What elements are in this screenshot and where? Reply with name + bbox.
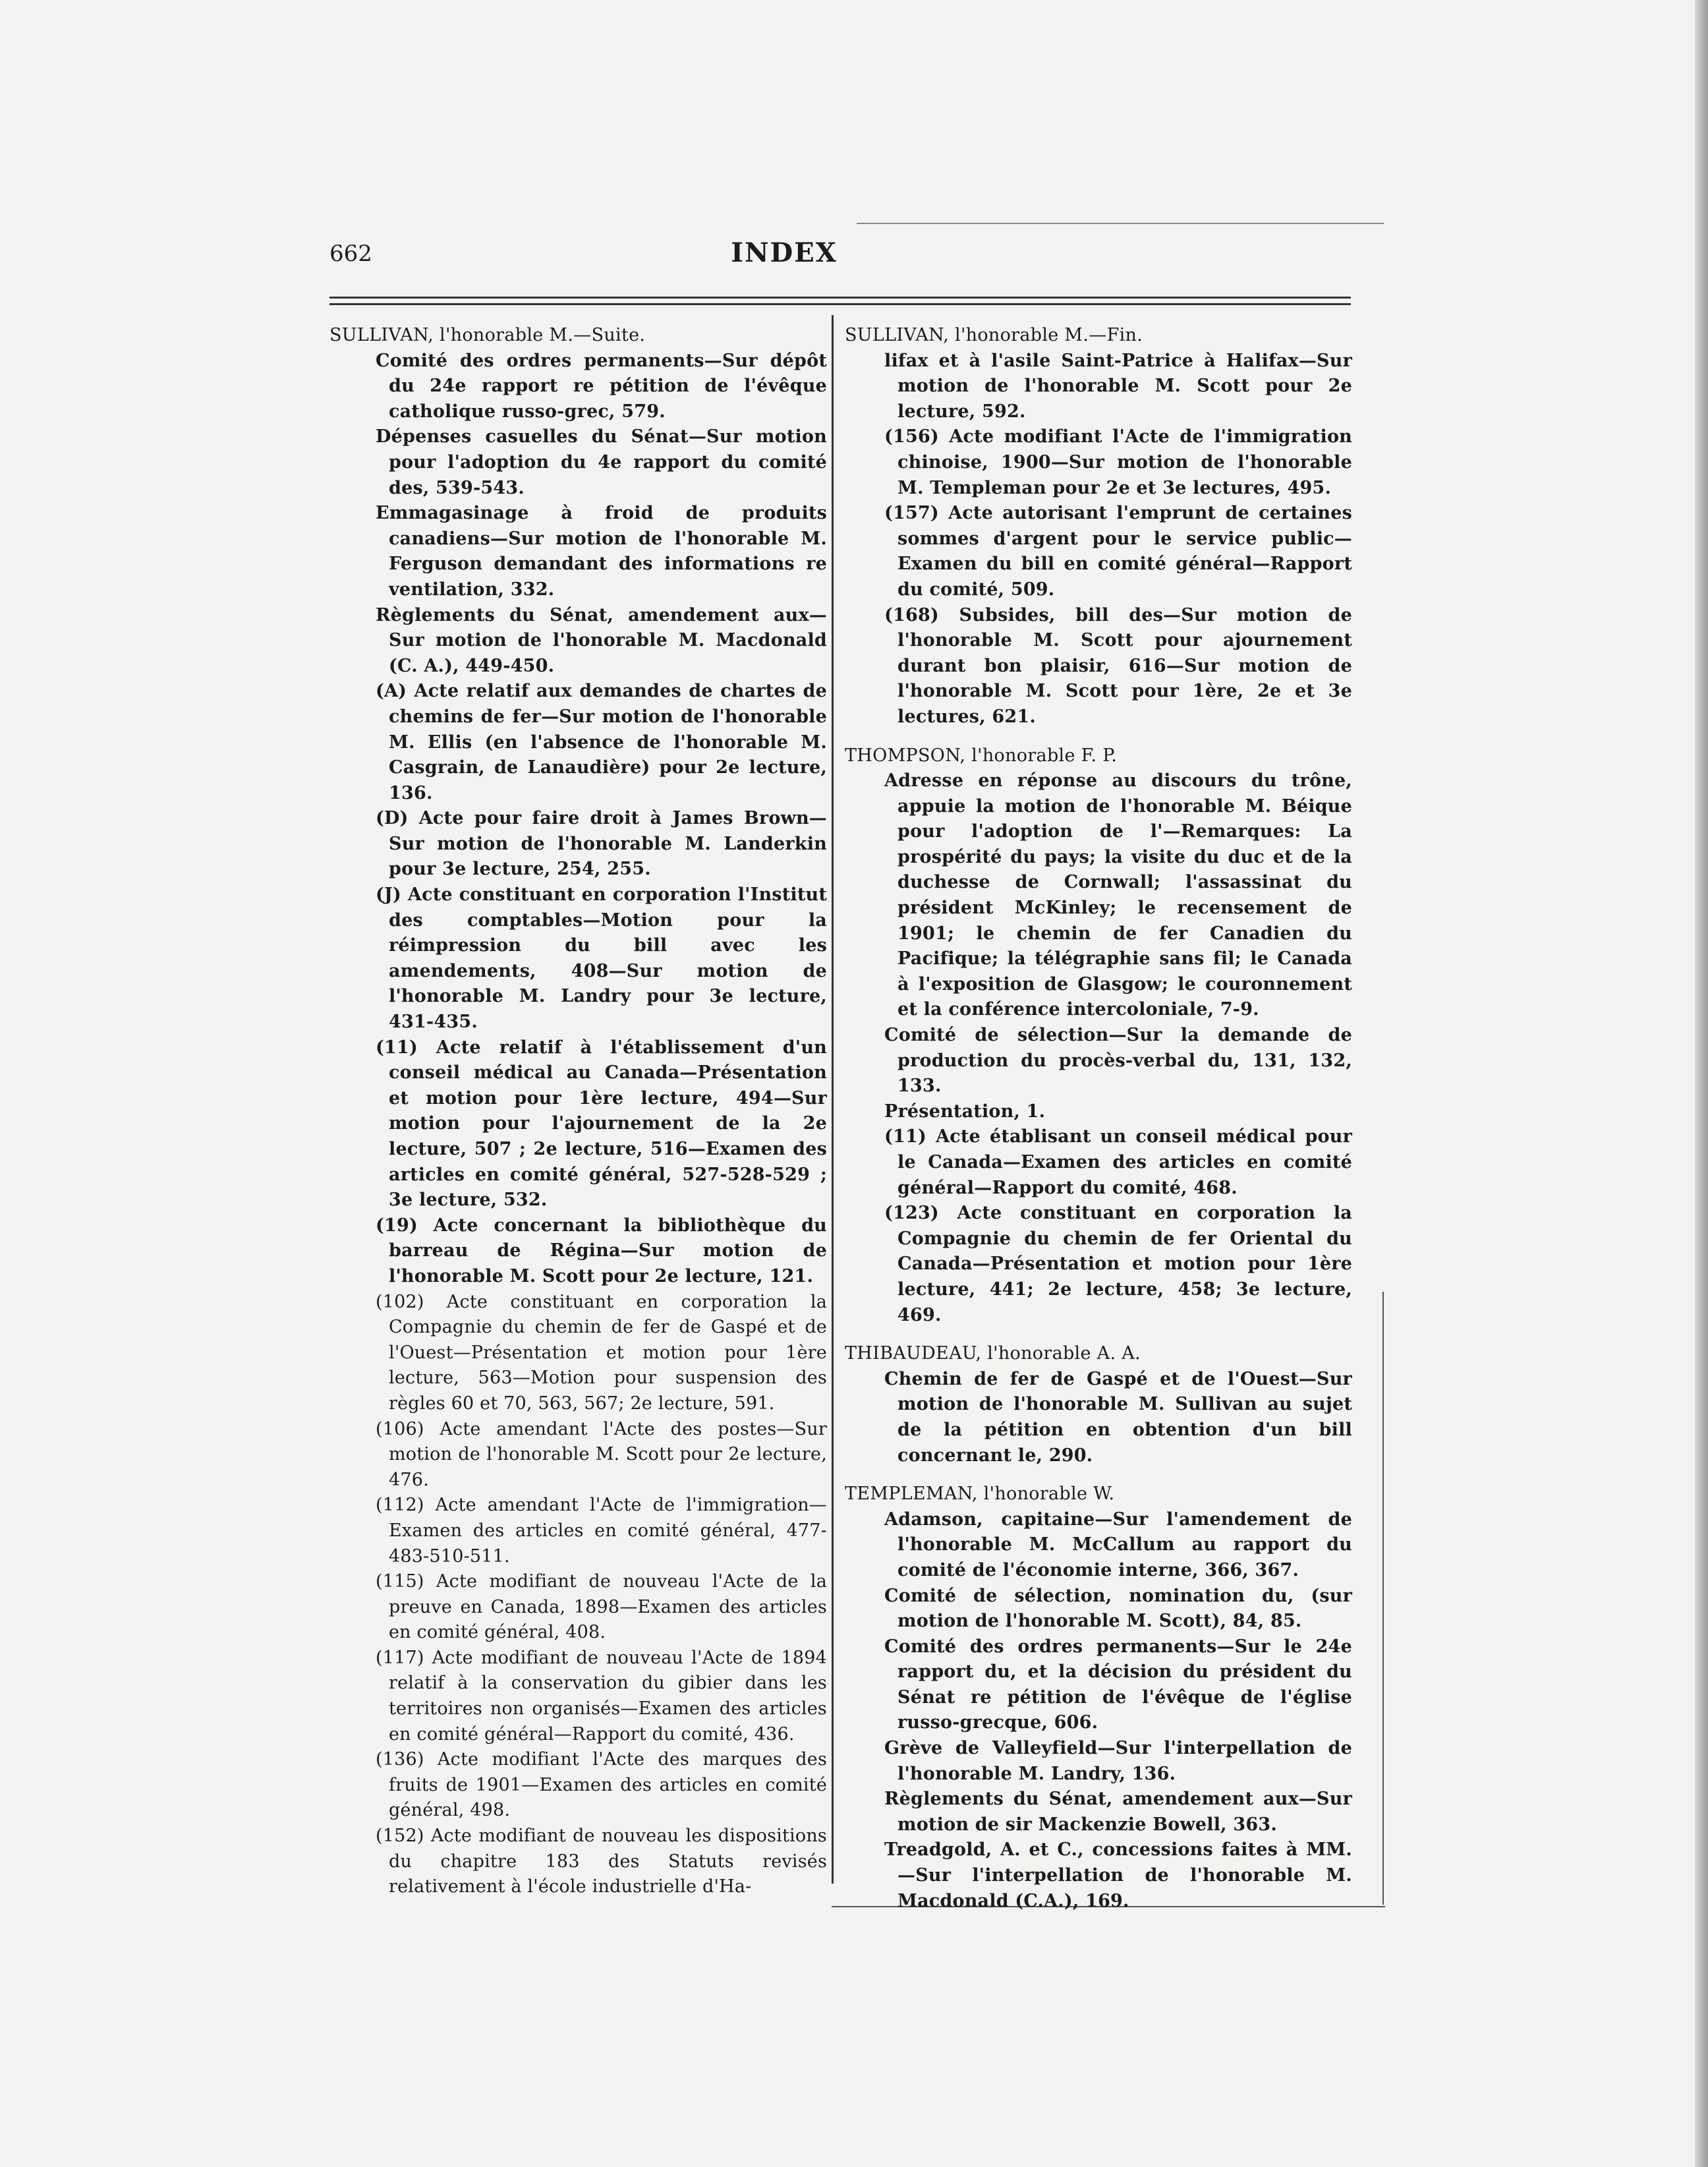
- index-entry-continuation: lifax et à l'asile Saint-Patrice à Halifax—Sur motion de l'honorable M. Scott pour 2e lecture, 592.: [884, 350, 1352, 422]
- index-entry: Emmagasinage à froid de produits canadiens—Sur motion de l'honorable M. Ferguson demandant des informations re ventilation, 332.: [376, 503, 827, 600]
- page-title: INDEX: [731, 237, 838, 268]
- index-entry: (102) Acte constituant en corporation la Compagnie du chemin de fer de Gaspé et de l'Ouest—Présentation et motion pour 1ère lecture, 563—Motion pour suspension des règles 60 et 70, 563, 567; 2e lecture, 591.: [376, 1291, 827, 1414]
- top-rule: [857, 223, 1384, 224]
- index-entry: Comité de sélection—Sur la demande de production du procès-verbal du, 131, 132, 133.: [884, 1025, 1352, 1097]
- index-heading-thibaudeau: THIBAUDEAU, l'honorable A. A.: [845, 1343, 1141, 1364]
- right-column: [845, 323, 1352, 1914]
- index-entry: Règlements du Sénat, amendement aux—Sur motion de sir Mackenzie Bowell, 363.: [884, 1789, 1352, 1835]
- index-entry: (11) Acte relatif à l'établissement d'un conseil médical au Canada—Présentation et motion pour 1ère lecture, 494—Sur motion pour l'ajournement de la 2e lecture, 507 ; 2e lecture, 516—Examen des articles en comité général, 527-528-529 ; 3e lecture, 532.: [376, 1037, 827, 1211]
- index-entry: Dépenses casuelles du Sénat—Sur motion pour l'adoption du 4e rapport du comité des, 539-543.: [376, 426, 827, 498]
- index-entry: (117) Acte modifiant de nouveau l'Acte de 1894 relatif à la conservation du gibier dans les territoires non organisés—Examen des articles en comité général—Rapport du comité, 436.: [376, 1647, 827, 1745]
- column-divider: [832, 315, 834, 1884]
- index-entry: (152) Acte modifiant de nouveau les dispositions du chapitre 183 des Statuts revisés relativement à l'école industrielle d'Ha-: [376, 1826, 827, 1897]
- index-entry: (19) Acte concernant la bibliothèque du barreau de Régina—Sur motion de l'honorable M. Scott pour 2e lecture, 121.: [376, 1215, 827, 1286]
- header-rule-top: [329, 297, 1351, 299]
- index-entry: (11) Acte établisant un conseil médical pour le Canada—Examen des articles en comité général—Rapport du comité, 468.: [884, 1126, 1352, 1198]
- index-entry: (115) Acte modifiant de nouveau l'Acte de la preuve en Canada, 1898—Examen des articles en comité général, 408.: [376, 1571, 827, 1643]
- index-entry: (157) Acte autorisant l'emprunt de certaines sommes d'argent pour le service public—Examen du bill en comité général—Rapport du comité, 509.: [884, 503, 1352, 600]
- index-entry: Chemin de fer de Gaspé et de l'Ouest—Sur motion de l'honorable M. Sullivan au sujet de la pétition en obtention d'un bill concernant le, 290.: [884, 1368, 1352, 1466]
- page-number: 662: [329, 241, 372, 267]
- header-rule-bottom: [329, 303, 1351, 305]
- index-heading-sullivan-suite: SULLIVAN, l'honorable M.—Suite.: [329, 325, 646, 345]
- left-column: [329, 323, 827, 1900]
- index-entry: (123) Acte constituant en corporation la Compagnie du chemin de fer Oriental du Canada—Présentation et motion pour 1ère lecture, 441; 2e lecture, 458; 3e lecture, 469.: [884, 1203, 1352, 1325]
- index-entry: Présentation, 1.: [884, 1101, 1046, 1122]
- index-heading-sullivan-fin: SULLIVAN, l'honorable M.—Fin.: [845, 325, 1143, 345]
- index-entry: Règlements du Sénat, amendement aux—Sur motion de l'honorable M. Macdonald (C. A.), 449-450.: [376, 604, 827, 676]
- index-entry: Grève de Valleyfield—Sur l'interpellation de l'honorable M. Landry, 136.: [884, 1738, 1352, 1784]
- index-entry: (136) Acte modifiant l'Acte des marques des fruits de 1901—Examen des articles en comité général, 498.: [376, 1749, 827, 1821]
- index-entry: Treadgold, A. et C., concessions faites à MM.—Sur l'interpellation de l'honorable M. Macdonald (C.A.), 169.: [884, 1839, 1352, 1911]
- index-entry: (A) Acte relatif aux demandes de chartes de chemins de fer—Sur motion de l'honorable M. Ellis (en l'absence de l'honorable M. Casgrain, de Lanaudière) pour 2e lecture, 136.: [376, 681, 827, 803]
- index-entry: Comité des ordres permanents—Sur dépôt du 24e rapport re pétition de l'évêque catholique russo-grec, 579.: [376, 350, 827, 422]
- index-heading-templeman: TEMPLEMAN, l'honorable W.: [845, 1484, 1115, 1505]
- scan-edge: [1695, 0, 1708, 2167]
- index-entry: Comité des ordres permanents—Sur le 24e rapport du, et la décision du président du Sénat re pétition de l'évêque de l'église russo-grecque, 606.: [884, 1636, 1352, 1733]
- index-entry: (168) Subsides, bill des—Sur motion de l'honorable M. Scott pour ajournement durant bon plaisir, 616—Sur motion de l'honorable M. Scott pour 1ère, 2e et 3e lectures, 621.: [884, 604, 1352, 727]
- index-heading-thompson: THOMPSON, l'honorable F. P.: [845, 745, 1118, 766]
- right-column-rule: [1382, 1292, 1384, 1905]
- index-entry: Adresse en réponse au discours du trône, appuie la motion de l'honorable M. Béique pour l'adoption de l'—Remarques: La prospérité du pays; la visite du duc et de la duchesse de Cornwall; l'assassinat du président McKinley; le recensement de 1901; le chemin de fer Canadien du Pacifique; la télégraphie sans fil; le Canada à l'exposition de Glasgow; le couronnement et la conférence intercoloniale, 7-9.: [884, 770, 1352, 1020]
- index-entry: (106) Acte amendant l'Acte des postes—Sur motion de l'honorable M. Scott pour 2e lecture, 476.: [376, 1418, 827, 1490]
- index-entry: (J) Acte constituant en corporation l'Institut des comptables—Motion pour la réimpression du bill avec les amendements, 408—Sur motion de l'honorable M. Landry pour 3e lecture, 431-435.: [376, 884, 827, 1033]
- index-entry: Comité de sélection, nomination du, (sur motion de l'honorable M. Scott), 84, 85.: [884, 1585, 1352, 1632]
- index-entry: (156) Acte modifiant l'Acte de l'immigration chinoise, 1900—Sur motion de l'honorable M. Templeman pour 2e et 3e lectures, 495.: [884, 426, 1352, 498]
- index-entry: (112) Acte amendant l'Acte de l'immigration—Examen des articles en comité général, 477-483-510-511.: [376, 1495, 827, 1567]
- index-entry: (D) Acte pour faire droit à James Brown—Sur motion de l'honorable M. Landerkin pour 3e lecture, 254, 255.: [376, 808, 827, 880]
- index-entry: Adamson, capitaine—Sur l'amendement de l'honorable M. McCallum au rapport du comité de l'économie interne, 366, 367.: [884, 1509, 1352, 1580]
